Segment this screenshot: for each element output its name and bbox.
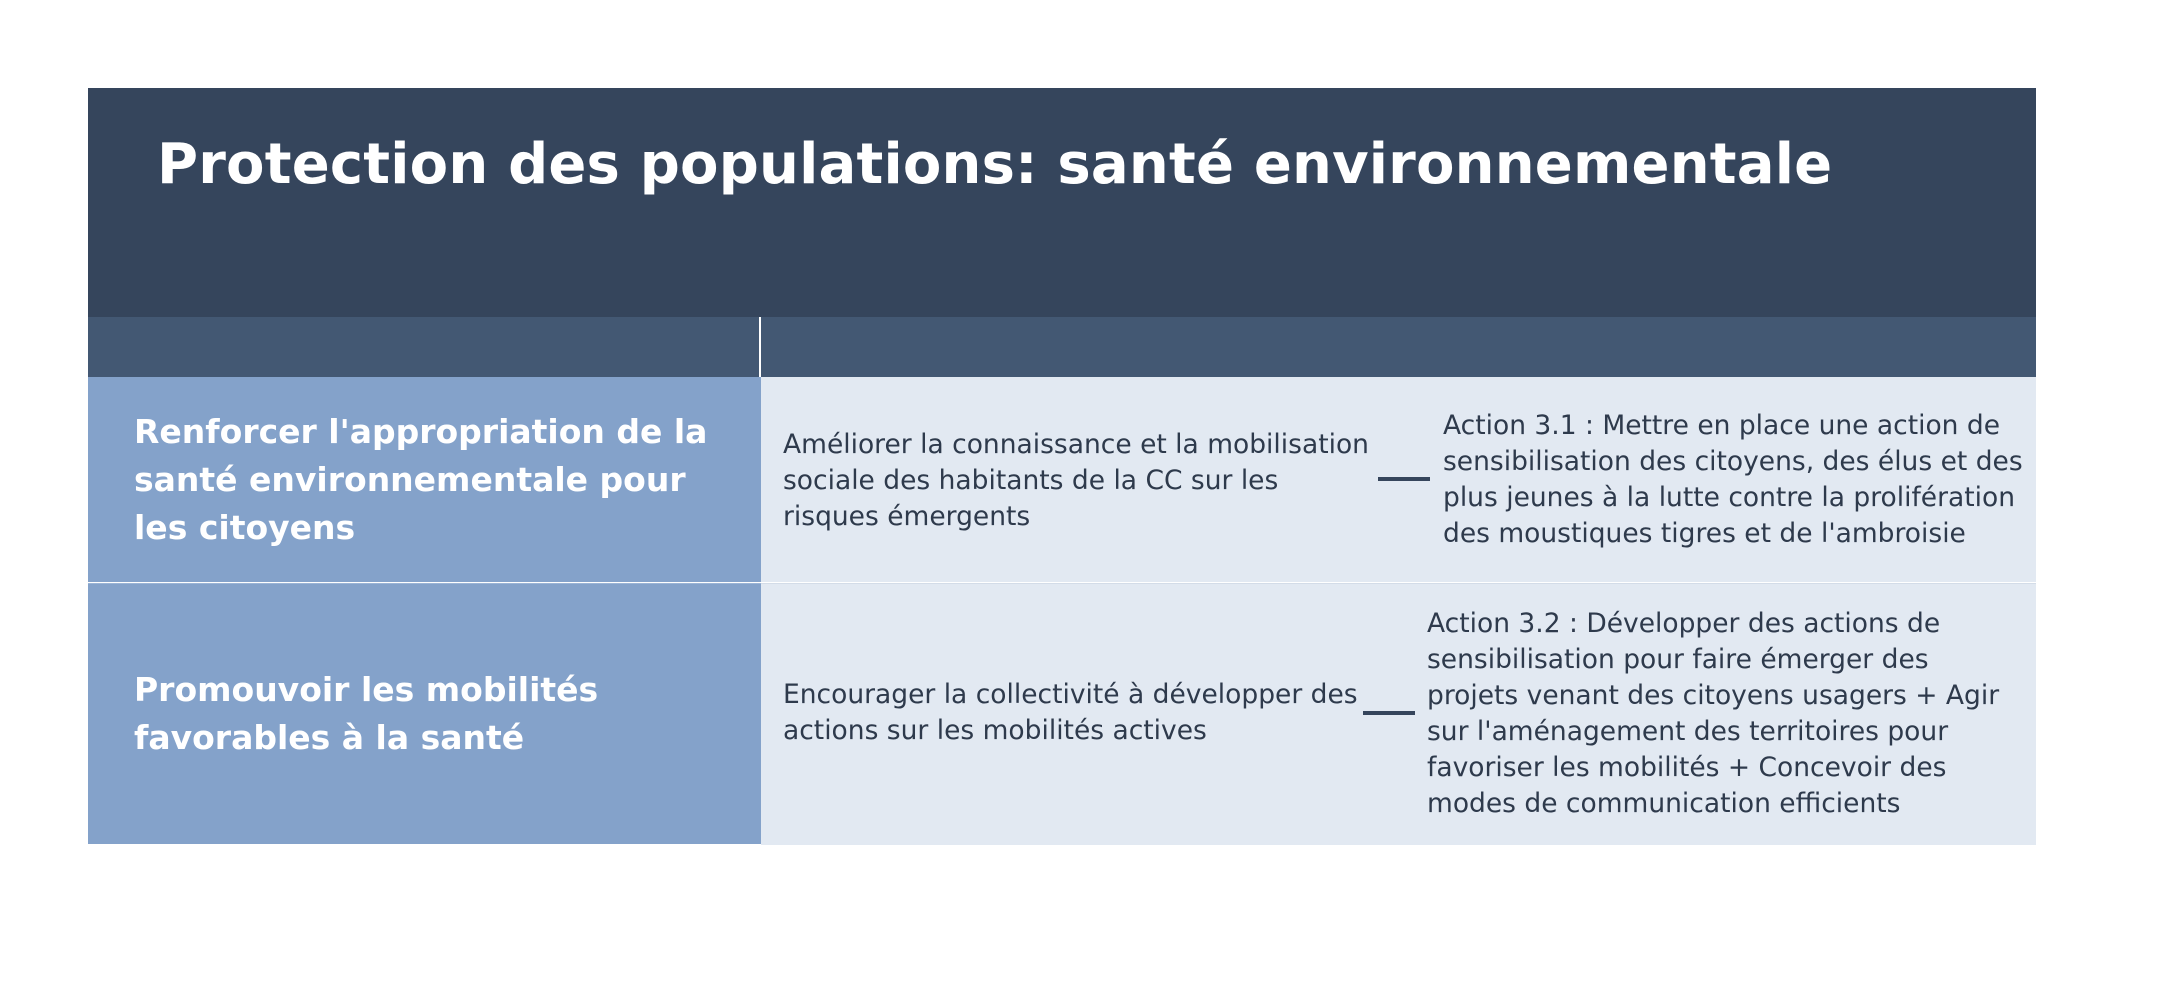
category-cell-1 (88, 377, 761, 582)
subheader-right (761, 317, 2036, 377)
category-label-2: Promouvoir les mobilités favorables à la santé (134, 670, 599, 757)
connector-line-2 (1363, 711, 1415, 715)
action-text-1: Action 3.1 : Mettre en place une action de sensibilisation des citoyens, des élus et des plus jeunes à la lutte contre la prolifération des moustiques tigres et de l'ambroisie (1443, 410, 2023, 549)
category-cell-2 (88, 583, 761, 844)
category-label-1: Renforcer l'appropriation de la santé environnementale pour les citoyens (134, 411, 708, 547)
subheader-left (88, 317, 759, 377)
objective-text-1: Améliorer la connaissance et la mobilisation sociale des habitants de la CC sur les risques émergents (783, 429, 1369, 532)
page-title: Protection des populations: santé environnementale (157, 132, 1833, 197)
objective-text-2: Encourager la collectivité à développer des actions sur les mobilités actives (783, 679, 1358, 746)
connector-line-1 (1378, 477, 1430, 481)
action-text-2: Action 3.2 : Développer des actions de sensibilisation pour faire émerger des projets venant des citoyens usagers + Agir sur l'aménagement des territoires pour favoriser les mobilités + Concevoir des modes de communication efficients (1427, 608, 2000, 819)
header-band (88, 88, 2036, 317)
